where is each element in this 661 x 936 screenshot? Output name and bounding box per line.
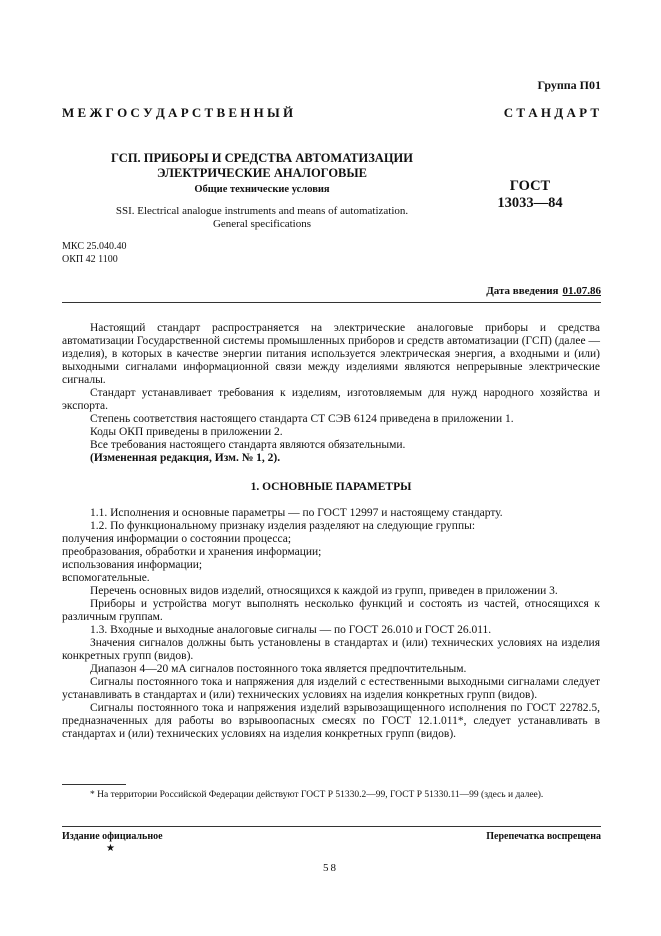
document-subtitle: Общие технические условия [194,184,330,195]
introduction [62,322,600,465]
clause-paragraph: Сигналы постоянного тока и напряжения изделий взрывозащищенного исполнения по ГОСТ 22782.5, предназначенных для работы во взрывоопасных смесях по ГОСТ 12.1.011*, следует устанавливать в стандартах и (или) технических условиях на изделия конкретных групп (видов). [62,702,600,740]
footer-divider [62,826,601,827]
english-title [62,205,462,231]
standard-banner [62,105,599,121]
okp-code: ОКП 42 1100 [62,254,118,265]
gost-designation [460,178,600,212]
banner-standard: С Т А Н Д А Р Т [503,105,599,120]
clause-paragraph: Перечень основных видов изделий, относящихся к каждой из групп, приведен в приложении 3. [90,585,558,597]
intro-paragraph: Коды ОКП приведены в приложении 2. [90,426,283,438]
clause-paragraph: Значения сигналов должны быть установлены в стандартах и (или) технических условиях на изделия конкретных групп (видов). [62,637,600,662]
gost-label: ГОСТ [509,178,551,194]
date-value: 01.07.86 [562,285,601,297]
footnote-divider [62,784,126,785]
amendment-note: (Измененная редакция, Изм. № 1, 2). [90,452,281,464]
section-body [62,507,600,741]
banner-interstate: М Е Ж Г О С У Д А Р С Т В Е Н Н Ы Й [62,105,294,120]
clause-paragraph: 1.2. По функциональному признаку изделия разделяют на следующие группы: [90,520,476,532]
gost-number: 13033—84 [497,195,563,211]
intro-paragraph: Стандарт устанавливает требования к изделиям, изготовляемым для нужд народного хозяйства и экспорта. [62,387,600,412]
mks-code: МКС 25.040.40 [62,241,127,252]
group-code: Группа П01 [537,78,601,92]
group-list-item: преобразования, обработки и хранения информации; [62,546,322,558]
clause-paragraph: 1.3. Входные и выходные аналоговые сигналы — по ГОСТ 26.010 и ГОСТ 26.011. [90,624,492,636]
header-divider [62,302,601,303]
intro-paragraph: Степень соответствия настоящего стандарта СТ СЭВ 6124 приведена в приложении 1. [90,413,514,425]
page-number: 58 [323,862,338,874]
classification-codes [62,240,126,266]
introduction-date [486,285,601,297]
clause-paragraph: Сигналы постоянного тока и напряжения для изделий с естественными выходными сигналами следует устанавливать в стандартах и (или) технических условиях на изделия конкретных групп (видов). [62,676,600,701]
footnote: * На территории Российской Федерации действуют ГОСТ Р 51330.2—99, ГОСТ Р 51330.11—99 (здесь и далее). [90,790,544,800]
section-heading: 1. ОСНОВНЫЕ ПАРАМЕТРЫ [250,481,412,493]
star-icon: ★ [106,843,115,854]
title-line-1: ГСП. ПРИБОРЫ И СРЕДСТВА АВТОМАТИЗАЦИИ [111,151,413,165]
official-edition-label: Издание официальное [62,831,163,842]
group-list-item: использования информации; [62,559,203,571]
clause-paragraph: Диапазон 4—20 мА сигналов постоянного тока является предпочтительным. [90,663,467,675]
intro-paragraph: Настоящий стандарт распространяется на электрические аналоговые приборы и средства автоматизации Государственной системы промышленных приборов и средств автоматизации (ГСП) (далее — изделия), в которых в качестве энергии питания используется электрическая энергия, а входными и (или) выходными сигналами информационной связи между изделиями являются непрерывные электрические сигналы. [62,322,600,386]
clause-paragraph: Приборы и устройства могут выполнять несколько функций и состоять из частей, относящихся к различным группам. [62,598,600,623]
date-label: Дата введения [486,285,559,297]
reprint-prohibited-label: Перепечатка воспрещена [486,831,601,842]
document-title [62,151,462,181]
english-title-line-1: SSI. Electrical analogue instruments and means of automatization. [115,205,409,217]
intro-paragraph: Все требования настоящего стандарта являются обязательными. [90,439,406,451]
english-title-line-2: General specifications [212,218,312,230]
title-line-2: ЭЛЕКТРИЧЕСКИЕ АНАЛОГОВЫЕ [156,166,368,180]
group-list-item: вспомогательные. [62,572,150,584]
clause-paragraph: 1.1. Исполнения и основные параметры — по ГОСТ 12997 и настоящему стандарту. [90,507,503,519]
group-list-item: получения информации о состоянии процесса; [62,533,292,545]
